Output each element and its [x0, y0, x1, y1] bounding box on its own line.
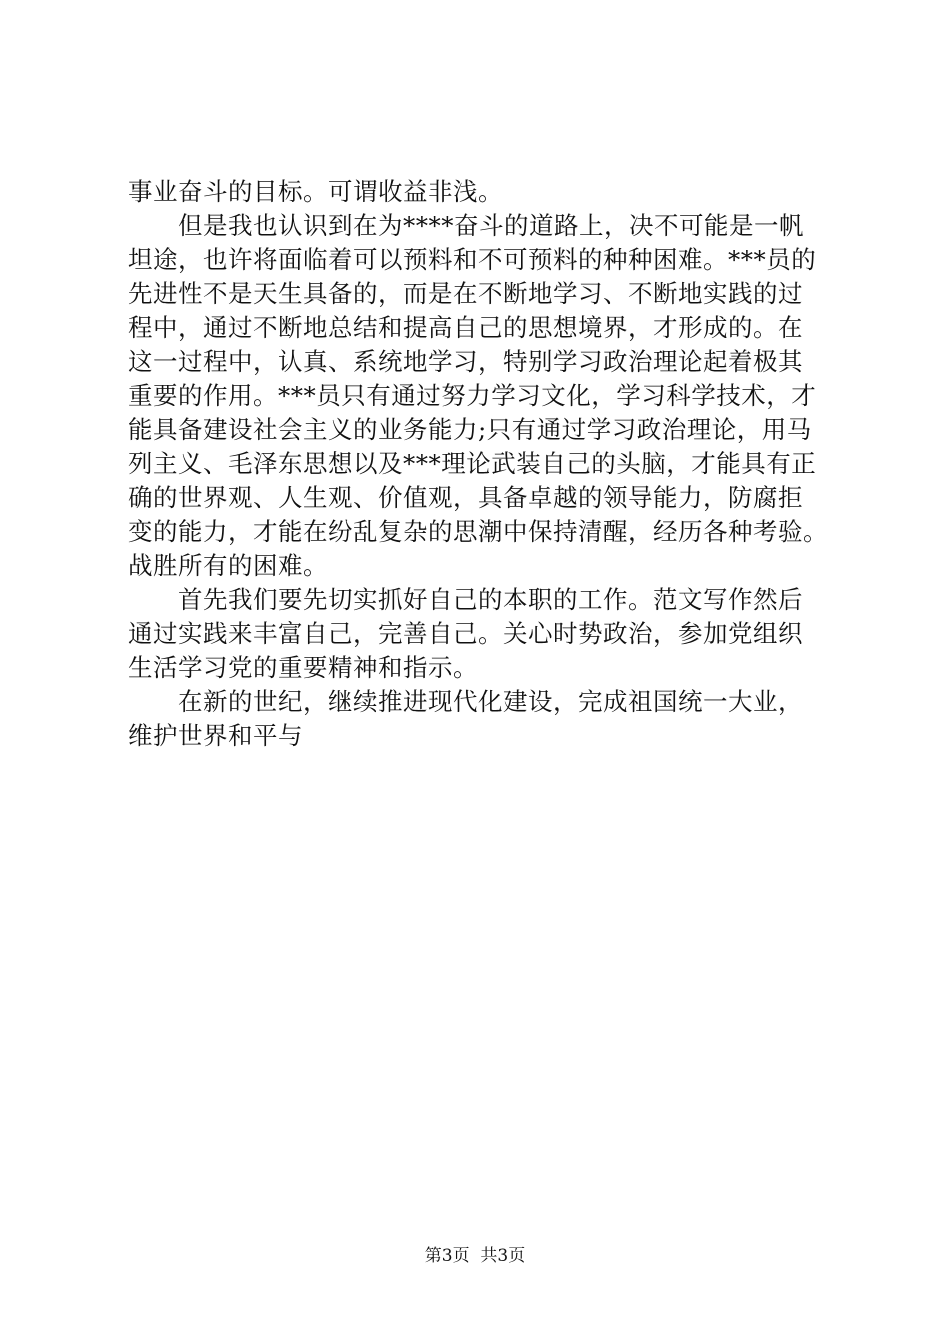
body-text: [128, 175, 848, 753]
text-line: 维护世界和平与: [128, 721, 303, 750]
text-line: 重要的作用。***员只有通过努力学习文化，学习科学技术，才: [128, 381, 817, 410]
text-line: 通过实践来丰富自己，完善自己。关心时势政治，参加党组织: [128, 619, 803, 648]
text-line: 列主义、毛泽东思想以及***理论武装自己的头脑，才能具有正: [128, 449, 817, 478]
text-line: 变的能力，才能在纷乱复杂的思潮中保持清醒，经历各种考验。: [128, 517, 828, 546]
text-line: 能具备建设社会主义的业务能力;只有通过学习政治理论，用马: [128, 415, 812, 444]
text-line: 先进性不是天生具备的，而是在不断地学习、不断地实践的过: [128, 279, 803, 308]
text-line: 但是我也认识到在为****奋斗的道路上，决不可能是一帆: [128, 211, 804, 240]
page-footer: 第3页 共3页: [424, 1246, 526, 1266]
text-line: 这一过程中，认真、系统地学习，特别学习政治理论起着极其: [128, 347, 803, 376]
text-line: 战胜所有的困难。: [128, 551, 328, 580]
text-line: 首先我们要先切实抓好自己的本职的工作。范文写作然后: [128, 585, 803, 614]
text-line: 确的世界观、人生观、价值观，具备卓越的领导能力，防腐拒: [128, 483, 803, 512]
text-line: 事业奋斗的目标。可谓收益非浅。: [128, 177, 503, 206]
text-line: 生活学习党的重要精神和指示。: [128, 653, 478, 682]
text-line: 坦途，也许将面临着可以预料和不可预料的种种困难。***员的: [128, 245, 817, 274]
text-line: 在新的世纪，继续推进现代化建设，完成祖国统一大业，: [128, 687, 803, 716]
text-line: 程中，通过不断地总结和提高自己的思想境界，才形成的。在: [128, 313, 803, 342]
